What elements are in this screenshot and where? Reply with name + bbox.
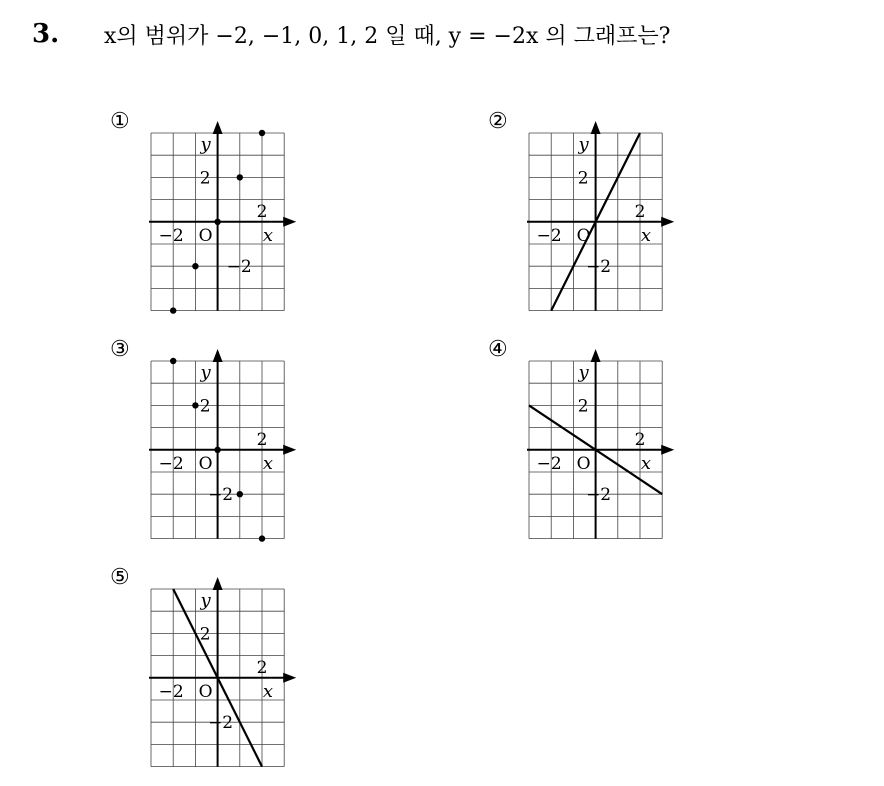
option-1-graph xyxy=(110,110,310,330)
y-axis-label: y xyxy=(200,362,211,383)
x-axis-arrow-icon xyxy=(283,445,296,455)
x-tick-label-neg: −2 xyxy=(536,225,562,246)
y-axis-arrow-icon xyxy=(591,121,601,134)
option-2[interactable] xyxy=(488,110,688,330)
choice-label: ③ xyxy=(110,337,130,362)
origin-label: O xyxy=(198,681,213,702)
x-tick-label-neg: −2 xyxy=(158,453,184,474)
y-axis-arrow-icon xyxy=(213,349,223,362)
x-axis-arrow-icon xyxy=(283,673,296,683)
data-point xyxy=(237,491,243,497)
x-tick-label-pos: 2 xyxy=(256,201,268,222)
option-4-graph xyxy=(488,338,688,558)
x-tick-label-neg: −2 xyxy=(536,453,562,474)
y-axis-arrow-icon xyxy=(591,349,601,362)
x-axis-label: x xyxy=(640,224,652,246)
question-text: x의 범위가 −2, −1, 0, 1, 2 일 때, y = −2x 의 그래프는? xyxy=(104,23,671,49)
data-point xyxy=(192,402,198,408)
data-point xyxy=(170,358,176,364)
option-4[interactable] xyxy=(488,338,688,558)
question-header xyxy=(32,14,670,54)
y-tick-label-neg: −2 xyxy=(208,485,234,506)
data-point xyxy=(259,535,265,541)
y-axis-arrow-icon xyxy=(213,577,223,590)
question-number: 3. xyxy=(32,19,60,49)
y-tick-label-neg: −2 xyxy=(586,257,612,278)
x-axis-label: x xyxy=(262,224,274,246)
y-tick-label-pos: 2 xyxy=(199,168,211,189)
option-5-graph xyxy=(110,566,310,786)
y-tick-label-neg: −2 xyxy=(226,257,252,278)
origin-label: O xyxy=(576,453,591,474)
y-axis-label: y xyxy=(578,362,589,383)
data-point xyxy=(170,307,176,313)
x-axis-arrow-icon xyxy=(661,217,674,227)
x-tick-label-pos: 2 xyxy=(256,657,268,678)
data-point xyxy=(259,130,265,136)
data-point xyxy=(192,263,198,269)
origin-label: O xyxy=(198,453,213,474)
x-tick-label-pos: 2 xyxy=(256,429,268,450)
y-axis-label: y xyxy=(200,590,211,611)
option-5[interactable] xyxy=(110,566,310,786)
x-axis-arrow-icon xyxy=(661,445,674,455)
option-2-graph xyxy=(488,110,688,330)
x-axis-label: x xyxy=(262,680,274,702)
option-3-graph xyxy=(110,338,310,558)
choice-label: ④ xyxy=(488,337,508,362)
x-axis-label: x xyxy=(640,452,652,474)
y-tick-label-neg: −2 xyxy=(586,485,612,506)
y-tick-label-pos: 2 xyxy=(199,624,211,645)
y-tick-label-pos: 2 xyxy=(199,396,211,417)
y-axis-label: y xyxy=(578,134,589,155)
x-tick-label-pos: 2 xyxy=(634,429,646,450)
data-point xyxy=(214,447,220,453)
x-axis-label: x xyxy=(262,452,274,474)
data-point xyxy=(237,174,243,180)
origin-label: O xyxy=(576,225,591,246)
x-tick-label-neg: −2 xyxy=(158,225,184,246)
x-tick-label-neg: −2 xyxy=(158,681,184,702)
y-tick-label-pos: 2 xyxy=(577,168,589,189)
choice-label: ⑤ xyxy=(110,565,130,590)
x-tick-label-pos: 2 xyxy=(634,201,646,222)
option-1[interactable] xyxy=(110,110,310,330)
x-axis-arrow-icon xyxy=(283,217,296,227)
y-tick-label-neg: −2 xyxy=(208,713,234,734)
y-axis-label: y xyxy=(200,134,211,155)
y-axis-arrow-icon xyxy=(213,121,223,134)
data-point xyxy=(214,219,220,225)
origin-label: O xyxy=(198,225,213,246)
option-3[interactable] xyxy=(110,338,310,558)
choice-label: ① xyxy=(110,109,130,134)
y-tick-label-pos: 2 xyxy=(577,396,589,417)
choice-label: ② xyxy=(488,109,508,134)
